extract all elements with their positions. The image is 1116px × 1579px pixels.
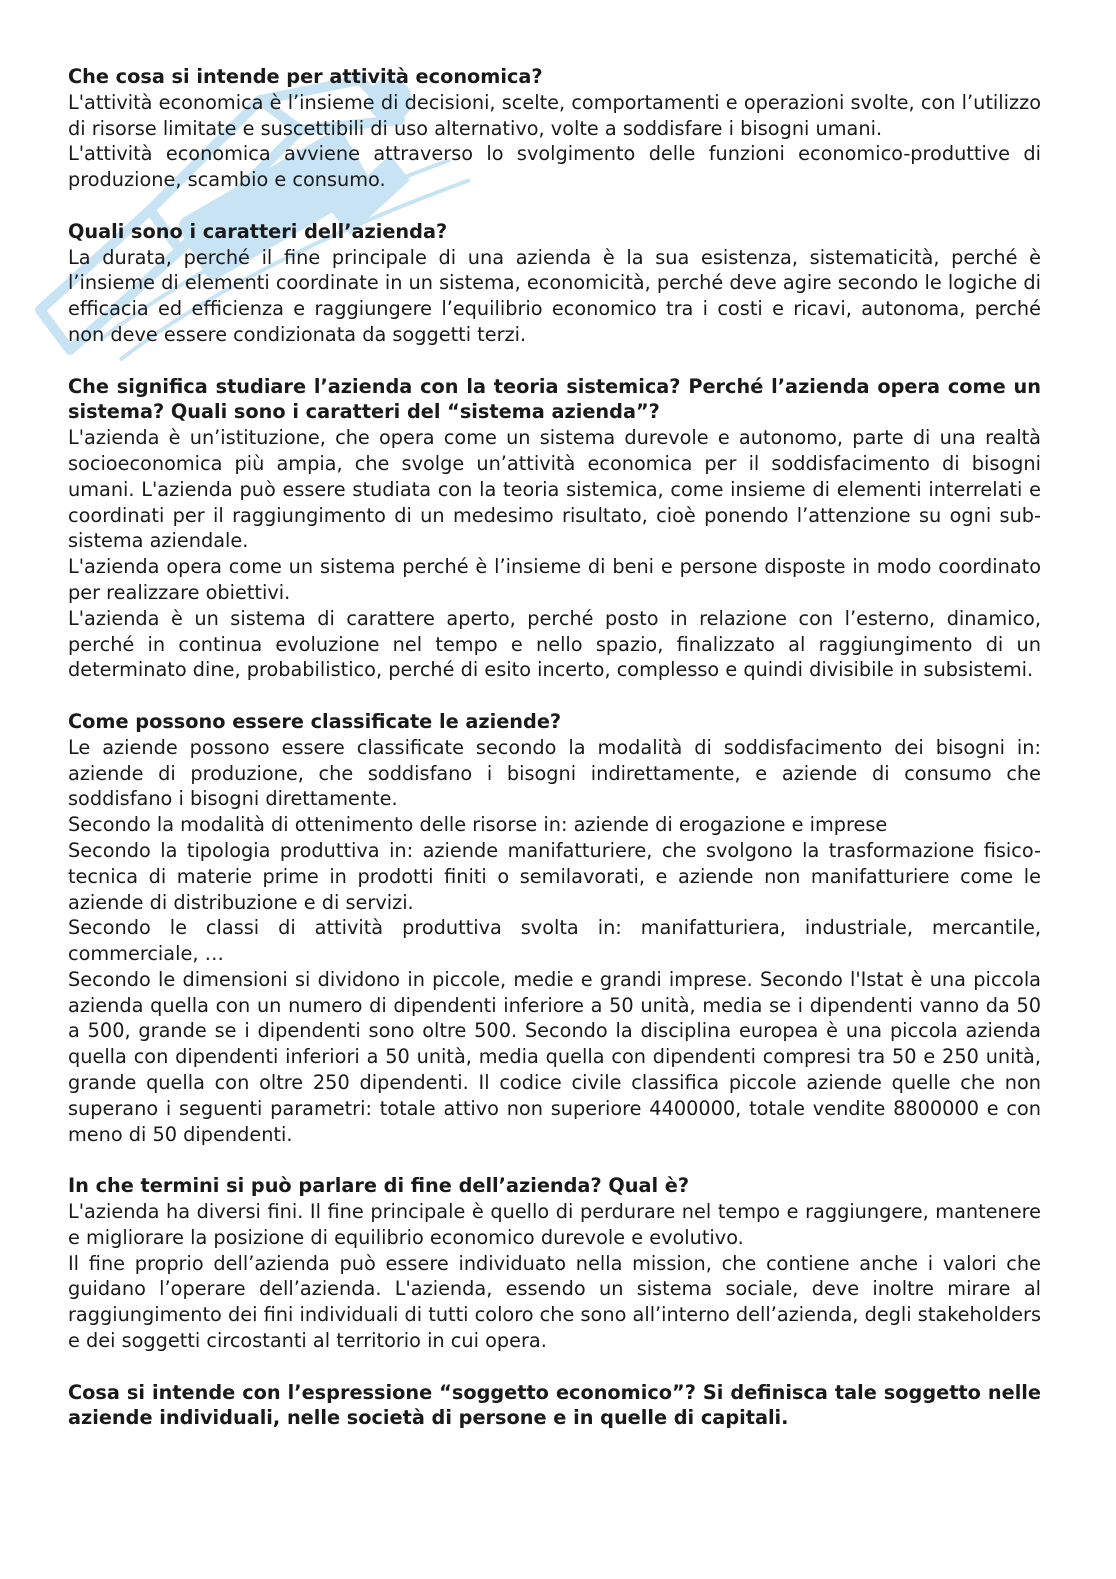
answer-paragraph: Il fine proprio dell’azienda può essere individuato nella mission, che contiene anche i valori che guidano l’operare dell’azienda. L'azienda, essendo un sistema sociale, deve inoltre mirare al raggiungimento dei fini individuali di tutti coloro che sono all’interno dell’azienda, degli stakeholders e dei soggetti circostanti al territorio in cui opera. (68, 1251, 1041, 1353)
answer-paragraph: Secondo le classi di attività produttiva svolta in: manifatturiera, industriale, mercantile, commerciale, … (68, 916, 1041, 966)
answer-paragraph: L'attività economica avviene attraverso lo svolgimento delle funzioni economico-produttive di produzione, scambio e consumo. (68, 142, 1041, 192)
answer-paragraph: L'azienda ha diversi fini. Il fine principale è quello di perdurare nel tempo e raggiungere, mantenere e migliorare la posizione di equilibrio economico durevole e evolutivo. (68, 1200, 1041, 1249)
answer-paragraph: L'attività economica è l’insieme di decisioni, scelte, comportamenti e operazioni svolte, con l’utilizzo di risorse limitate e suscettibili di uso alternativo, volte a soddisfare i bisogni umani. (68, 90, 1041, 140)
qa-section-3 (68, 374, 1041, 684)
question-heading: Quali sono i caratteri dell’azienda? (68, 219, 448, 243)
qa-section-6 (68, 1380, 1041, 1432)
qa-section-2 (68, 219, 1041, 348)
question-heading: Come possono essere classificate le aziende? (68, 709, 562, 733)
qa-section-4 (68, 709, 1041, 1148)
answer-paragraph: L'azienda opera come un sistema perché è l’insieme di beni e persone disposte in modo coordinato per realizzare obiettivi. (68, 555, 1041, 604)
answer-paragraph: Secondo le dimensioni si dividono in piccole, medie e grandi imprese. Secondo l'Istat è una piccola azienda quella con un numero di dipendenti inferiore a 50 unità, media se i dipendenti vanno da 50 a 500, grande se i dipendenti sono oltre 500. Secondo la disciplina europea è una piccola azienda quella con dipendenti inferiori a 50 unità, media quella con dipendenti compresi tra 50 e 250 unità, grande quella con oltre 250 dipendenti. Il codice civile classifica piccole aziende quelle che non superano i seguenti parametri: totale attivo non superiore 4400000, totale vendite 8800000 e con meno di 50 dipendenti. (68, 967, 1041, 1146)
answer-paragraph: L'azienda è un’istituzione, che opera come un sistema durevole e autonomo, parte di una realtà socioeconomica più ampia, che svolge un’attività economica per il soddisfacimento di bisogni umani. L'azienda può essere studiata con la teoria sistemica, come insieme di elementi interrelati e coordinati per il raggiungimento di un medesimo risultato, cioè ponendo l’attenzione su ogni sub-sistema aziendale. (68, 426, 1041, 553)
answer-paragraph: Le aziende possono essere classificate secondo la modalità di soddisfacimento dei bisogni in: aziende di produzione, che soddisfano i bisogni indirettamente, e aziende di consumo che soddisfano i bisogni direttamente. (68, 735, 1041, 811)
question-heading: Che cosa si intende per attività economica? (68, 65, 543, 88)
answer-paragraph: Secondo la modalità di ottenimento delle risorse in: aziende di erogazione e imprese (68, 813, 888, 837)
qa-section-1 (68, 64, 1041, 193)
question-heading: In che termini si può parlare di fine dell’azienda? Qual è? (68, 1174, 690, 1198)
qa-section-5 (68, 1173, 1041, 1354)
answer-paragraph: L'azienda è un sistema di carattere aperto, perché posto in relazione con l’esterno, dinamico, perché in continua evoluzione nel tempo e nello spazio, finalizzato al raggiungimento di un determinato dine, probabilistico, perché di esito incerto, complesso e quindi divisibile in subsistemi. (68, 606, 1041, 682)
answer-paragraph: La durata, perché il fine principale di una azienda è la sua esistenza, sistematicità, perché è l’insieme di elementi coordinate in un sistema, economicità, perché deve agire secondo le logiche di efficacia ed efficienza e raggiungere l’equilibrio economico tra i costi e ricavi, autonoma, perché non deve essere condizionata da soggetti terzi. (68, 245, 1041, 346)
document-page (68, 64, 1041, 1457)
question-heading: Cosa si intende con l’espressione “soggetto economico”? Si definisca tale soggetto nelle aziende individuali, nelle società di persone e in quelle di capitali. (68, 1380, 1041, 1430)
answer-paragraph: Secondo la tipologia produttiva in: aziende manifatturiere, che svolgono la trasformazione fisico-tecnica di materie prime in prodotti finiti o semilavorati, e aziende non manifatturiere come le aziende di distribuzione e di servizi. (68, 838, 1041, 914)
question-heading: Che significa studiare l’azienda con la teoria sistemica? Perché l’azienda opera come un sistema? Quali sono i caratteri del “sistema azienda”? (68, 374, 1041, 424)
